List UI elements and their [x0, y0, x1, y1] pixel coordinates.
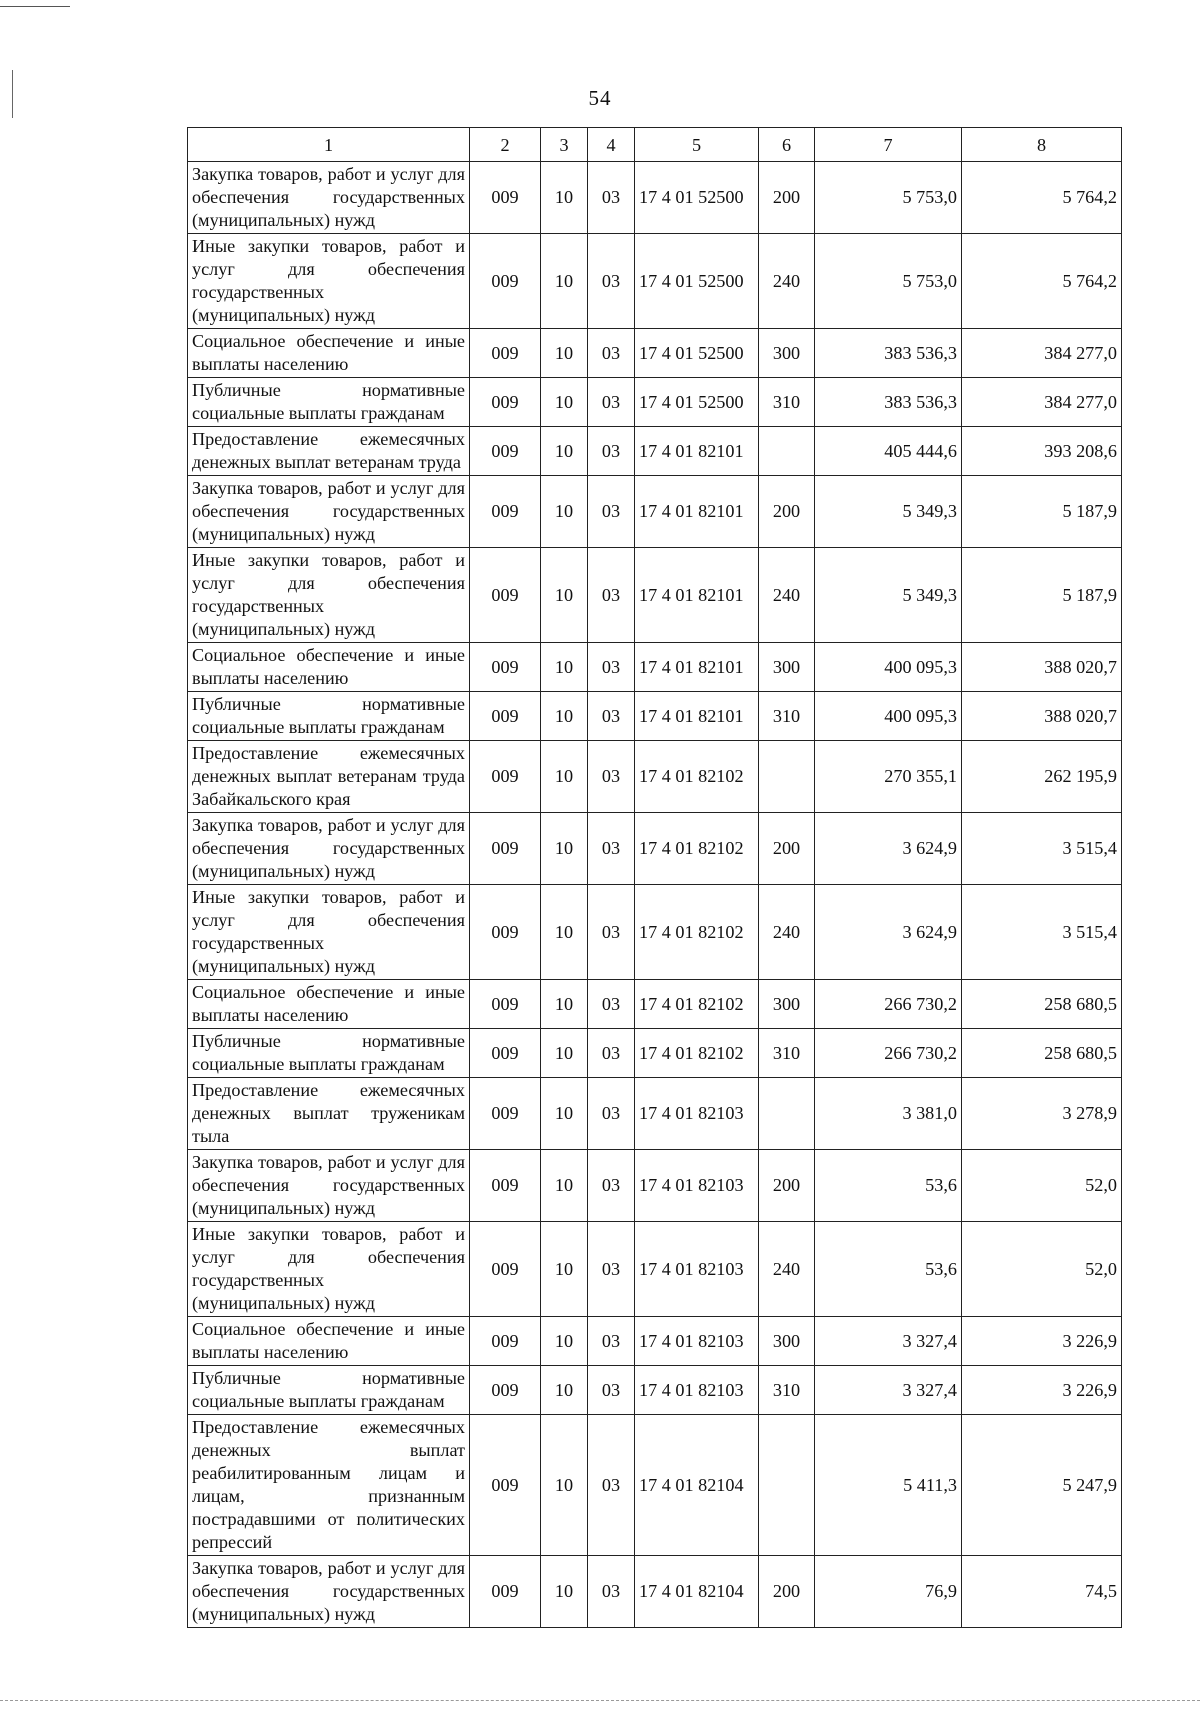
row-section-cell: 10 — [541, 1029, 588, 1078]
table-row — [188, 234, 1122, 329]
row-ministry-cell: 009 — [470, 1556, 541, 1628]
row-target-code-cell: 17 4 01 82103 — [635, 1222, 759, 1317]
row-target-code-cell: 17 4 01 82101 — [635, 692, 759, 741]
row-amount-year1-cell: 405 444,6 — [815, 427, 962, 476]
row-target-code-cell: 17 4 01 82101 — [635, 427, 759, 476]
row-subsection-cell: 03 — [588, 1366, 635, 1415]
column-header: 7 — [815, 128, 962, 162]
row-amount-year2-cell: 5 764,2 — [962, 234, 1122, 329]
row-name-cell: Публичные нормативные социальные выплаты гражданам — [188, 378, 470, 427]
row-amount-year1-cell: 3 327,4 — [815, 1317, 962, 1366]
row-subsection-cell: 03 — [588, 1029, 635, 1078]
table-row — [188, 329, 1122, 378]
row-section-cell: 10 — [541, 885, 588, 980]
row-ministry-cell: 009 — [470, 234, 541, 329]
row-subsection-cell: 03 — [588, 162, 635, 234]
row-subsection-cell: 03 — [588, 476, 635, 548]
row-amount-year1-cell: 400 095,3 — [815, 643, 962, 692]
row-ministry-cell: 009 — [470, 427, 541, 476]
row-section-cell: 10 — [541, 1222, 588, 1317]
row-subsection-cell: 03 — [588, 980, 635, 1029]
table-row — [188, 643, 1122, 692]
row-name-cell: Социальное обеспечение и иные выплаты населению — [188, 643, 470, 692]
table-row — [188, 885, 1122, 980]
row-amount-year2-cell: 5 187,9 — [962, 476, 1122, 548]
row-section-cell: 10 — [541, 427, 588, 476]
row-name-cell: Закупка товаров, работ и услуг для обеспечения государственных (муниципальных) нужд — [188, 1556, 470, 1628]
table-body — [188, 162, 1122, 1628]
row-name-cell: Предоставление ежемесячных денежных выплат реабилитированным лицам и лицам, признанным пострадавшими от политических репрессий — [188, 1415, 470, 1556]
row-subsection-cell: 03 — [588, 234, 635, 329]
row-expense-type-cell: 240 — [759, 885, 815, 980]
row-amount-year1-cell: 5 411,3 — [815, 1415, 962, 1556]
row-subsection-cell: 03 — [588, 1078, 635, 1150]
row-amount-year2-cell: 384 277,0 — [962, 378, 1122, 427]
table-row — [188, 427, 1122, 476]
row-section-cell: 10 — [541, 980, 588, 1029]
row-amount-year1-cell: 3 624,9 — [815, 813, 962, 885]
row-name-cell: Предоставление ежемесячных денежных выплат труженикам тыла — [188, 1078, 470, 1150]
row-section-cell: 10 — [541, 329, 588, 378]
row-subsection-cell: 03 — [588, 1415, 635, 1556]
row-amount-year1-cell: 3 327,4 — [815, 1366, 962, 1415]
row-section-cell: 10 — [541, 1317, 588, 1366]
row-ministry-cell: 009 — [470, 1150, 541, 1222]
row-target-code-cell: 17 4 01 82101 — [635, 548, 759, 643]
row-section-cell: 10 — [541, 692, 588, 741]
row-expense-type-cell — [759, 741, 815, 813]
row-name-cell: Закупка товаров, работ и услуг для обеспечения государственных (муниципальных) нужд — [188, 162, 470, 234]
row-section-cell: 10 — [541, 548, 588, 643]
row-name-cell: Предоставление ежемесячных денежных выплат ветеранам труда Забайкальского края — [188, 741, 470, 813]
row-amount-year2-cell: 52,0 — [962, 1150, 1122, 1222]
row-amount-year2-cell: 52,0 — [962, 1222, 1122, 1317]
row-expense-type-cell — [759, 1078, 815, 1150]
row-ministry-cell: 009 — [470, 692, 541, 741]
row-ministry-cell: 009 — [470, 813, 541, 885]
column-header: 5 — [635, 128, 759, 162]
row-expense-type-cell: 310 — [759, 1029, 815, 1078]
row-amount-year1-cell: 5 753,0 — [815, 162, 962, 234]
row-target-code-cell: 17 4 01 82102 — [635, 741, 759, 813]
row-ministry-cell: 009 — [470, 741, 541, 813]
page-number: 54 — [588, 86, 612, 110]
row-section-cell: 10 — [541, 1415, 588, 1556]
row-expense-type-cell: 240 — [759, 1222, 815, 1317]
table-header-row — [188, 128, 1122, 162]
table-row — [188, 548, 1122, 643]
table-row — [188, 1078, 1122, 1150]
row-section-cell: 10 — [541, 1078, 588, 1150]
row-ministry-cell: 009 — [470, 378, 541, 427]
row-target-code-cell: 17 4 01 82103 — [635, 1317, 759, 1366]
row-amount-year2-cell: 388 020,7 — [962, 692, 1122, 741]
row-ministry-cell: 009 — [470, 476, 541, 548]
table-row — [188, 378, 1122, 427]
row-target-code-cell: 17 4 01 82101 — [635, 476, 759, 548]
row-name-cell: Иные закупки товаров, работ и услуг для обеспечения государственных (муниципальных) нужд — [188, 548, 470, 643]
row-subsection-cell: 03 — [588, 1150, 635, 1222]
row-amount-year2-cell: 393 208,6 — [962, 427, 1122, 476]
row-amount-year1-cell: 5 753,0 — [815, 234, 962, 329]
column-header: 3 — [541, 128, 588, 162]
row-expense-type-cell: 200 — [759, 1150, 815, 1222]
row-amount-year1-cell: 383 536,3 — [815, 329, 962, 378]
row-target-code-cell: 17 4 01 82103 — [635, 1366, 759, 1415]
row-ministry-cell: 009 — [470, 643, 541, 692]
row-section-cell: 10 — [541, 1150, 588, 1222]
row-expense-type-cell — [759, 1415, 815, 1556]
row-subsection-cell: 03 — [588, 1222, 635, 1317]
row-subsection-cell: 03 — [588, 741, 635, 813]
row-target-code-cell: 17 4 01 82103 — [635, 1078, 759, 1150]
row-expense-type-cell: 310 — [759, 692, 815, 741]
row-target-code-cell: 17 4 01 82102 — [635, 813, 759, 885]
row-subsection-cell: 03 — [588, 813, 635, 885]
row-amount-year1-cell: 76,9 — [815, 1556, 962, 1628]
row-expense-type-cell: 200 — [759, 476, 815, 548]
row-ministry-cell: 009 — [470, 885, 541, 980]
row-expense-type-cell: 300 — [759, 643, 815, 692]
column-header: 2 — [470, 128, 541, 162]
row-expense-type-cell: 300 — [759, 1317, 815, 1366]
row-amount-year2-cell: 74,5 — [962, 1556, 1122, 1628]
row-amount-year1-cell: 53,6 — [815, 1222, 962, 1317]
table-row — [188, 476, 1122, 548]
row-amount-year2-cell: 258 680,5 — [962, 980, 1122, 1029]
row-name-cell: Предоставление ежемесячных денежных выплат ветеранам труда — [188, 427, 470, 476]
row-amount-year1-cell: 383 536,3 — [815, 378, 962, 427]
row-name-cell: Социальное обеспечение и иные выплаты населению — [188, 329, 470, 378]
row-ministry-cell: 009 — [470, 1222, 541, 1317]
row-expense-type-cell: 310 — [759, 378, 815, 427]
row-name-cell: Публичные нормативные социальные выплаты гражданам — [188, 692, 470, 741]
row-amount-year2-cell: 3 278,9 — [962, 1078, 1122, 1150]
row-target-code-cell: 17 4 01 82102 — [635, 1029, 759, 1078]
row-amount-year2-cell: 3 515,4 — [962, 813, 1122, 885]
row-ministry-cell: 009 — [470, 1078, 541, 1150]
row-amount-year2-cell: 258 680,5 — [962, 1029, 1122, 1078]
row-target-code-cell: 17 4 01 82102 — [635, 980, 759, 1029]
row-section-cell: 10 — [541, 643, 588, 692]
row-amount-year1-cell: 400 095,3 — [815, 692, 962, 741]
scan-edge-mark-bottom — [0, 1700, 1200, 1701]
row-expense-type-cell: 240 — [759, 234, 815, 329]
table-row — [188, 692, 1122, 741]
row-name-cell: Социальное обеспечение и иные выплаты населению — [188, 980, 470, 1029]
row-amount-year2-cell: 3 226,9 — [962, 1317, 1122, 1366]
budget-table — [187, 127, 1122, 1628]
row-expense-type-cell: 200 — [759, 813, 815, 885]
row-ministry-cell: 009 — [470, 980, 541, 1029]
row-subsection-cell: 03 — [588, 1317, 635, 1366]
table-row — [188, 162, 1122, 234]
row-target-code-cell: 17 4 01 82102 — [635, 885, 759, 980]
row-expense-type-cell: 200 — [759, 1556, 815, 1628]
table-row — [188, 1556, 1122, 1628]
table-row — [188, 980, 1122, 1029]
row-subsection-cell: 03 — [588, 885, 635, 980]
row-amount-year2-cell: 384 277,0 — [962, 329, 1122, 378]
row-ministry-cell: 009 — [470, 548, 541, 643]
row-target-code-cell: 17 4 01 82101 — [635, 643, 759, 692]
row-section-cell: 10 — [541, 1556, 588, 1628]
row-name-cell: Социальное обеспечение и иные выплаты населению — [188, 1317, 470, 1366]
row-name-cell: Иные закупки товаров, работ и услуг для обеспечения государственных (муниципальных) нужд — [188, 885, 470, 980]
row-name-cell: Иные закупки товаров, работ и услуг для обеспечения государственных (муниципальных) нужд — [188, 234, 470, 329]
row-amount-year2-cell: 388 020,7 — [962, 643, 1122, 692]
row-name-cell: Публичные нормативные социальные выплаты гражданам — [188, 1029, 470, 1078]
row-amount-year1-cell: 266 730,2 — [815, 980, 962, 1029]
row-expense-type-cell: 310 — [759, 1366, 815, 1415]
row-name-cell: Закупка товаров, работ и услуг для обеспечения государственных (муниципальных) нужд — [188, 1150, 470, 1222]
row-expense-type-cell: 300 — [759, 980, 815, 1029]
row-target-code-cell: 17 4 01 82104 — [635, 1556, 759, 1628]
row-ministry-cell: 009 — [470, 1415, 541, 1556]
row-section-cell: 10 — [541, 1366, 588, 1415]
row-amount-year1-cell: 5 349,3 — [815, 476, 962, 548]
row-section-cell: 10 — [541, 476, 588, 548]
row-ministry-cell: 009 — [470, 1317, 541, 1366]
table-row — [188, 1222, 1122, 1317]
row-target-code-cell: 17 4 01 52500 — [635, 329, 759, 378]
row-target-code-cell: 17 4 01 82103 — [635, 1150, 759, 1222]
column-header: 8 — [962, 128, 1122, 162]
row-expense-type-cell: 300 — [759, 329, 815, 378]
row-subsection-cell: 03 — [588, 378, 635, 427]
row-amount-year1-cell: 3 624,9 — [815, 885, 962, 980]
row-amount-year1-cell: 3 381,0 — [815, 1078, 962, 1150]
row-name-cell: Закупка товаров, работ и услуг для обеспечения государственных (муниципальных) нужд — [188, 813, 470, 885]
row-ministry-cell: 009 — [470, 162, 541, 234]
table-row — [188, 1366, 1122, 1415]
row-subsection-cell: 03 — [588, 643, 635, 692]
row-name-cell: Иные закупки товаров, работ и услуг для обеспечения государственных (муниципальных) нужд — [188, 1222, 470, 1317]
scan-edge-mark-top — [0, 6, 70, 7]
table-row — [188, 741, 1122, 813]
column-header: 6 — [759, 128, 815, 162]
row-target-code-cell: 17 4 01 52500 — [635, 378, 759, 427]
row-expense-type-cell: 200 — [759, 162, 815, 234]
row-name-cell: Закупка товаров, работ и услуг для обеспечения государственных (муниципальных) нужд — [188, 476, 470, 548]
row-amount-year1-cell: 53,6 — [815, 1150, 962, 1222]
row-target-code-cell: 17 4 01 82104 — [635, 1415, 759, 1556]
table-row — [188, 1029, 1122, 1078]
table-row — [188, 813, 1122, 885]
table-row — [188, 1415, 1122, 1556]
table-row — [188, 1150, 1122, 1222]
row-subsection-cell: 03 — [588, 692, 635, 741]
row-section-cell: 10 — [541, 378, 588, 427]
row-amount-year2-cell: 5 187,9 — [962, 548, 1122, 643]
row-ministry-cell: 009 — [470, 329, 541, 378]
row-amount-year1-cell: 266 730,2 — [815, 1029, 962, 1078]
row-amount-year2-cell: 3 226,9 — [962, 1366, 1122, 1415]
row-subsection-cell: 03 — [588, 329, 635, 378]
row-subsection-cell: 03 — [588, 548, 635, 643]
row-ministry-cell: 009 — [470, 1029, 541, 1078]
row-amount-year2-cell: 5 764,2 — [962, 162, 1122, 234]
row-expense-type-cell — [759, 427, 815, 476]
row-amount-year2-cell: 262 195,9 — [962, 741, 1122, 813]
row-expense-type-cell: 240 — [759, 548, 815, 643]
row-subsection-cell: 03 — [588, 1556, 635, 1628]
row-amount-year2-cell: 3 515,4 — [962, 885, 1122, 980]
row-amount-year1-cell: 5 349,3 — [815, 548, 962, 643]
row-ministry-cell: 009 — [470, 1366, 541, 1415]
row-amount-year2-cell: 5 247,9 — [962, 1415, 1122, 1556]
row-section-cell: 10 — [541, 813, 588, 885]
row-target-code-cell: 17 4 01 52500 — [635, 234, 759, 329]
column-header: 4 — [588, 128, 635, 162]
row-amount-year1-cell: 270 355,1 — [815, 741, 962, 813]
row-section-cell: 10 — [541, 234, 588, 329]
row-subsection-cell: 03 — [588, 427, 635, 476]
row-target-code-cell: 17 4 01 52500 — [635, 162, 759, 234]
column-header: 1 — [188, 128, 470, 162]
table-row — [188, 1317, 1122, 1366]
row-section-cell: 10 — [541, 741, 588, 813]
row-section-cell: 10 — [541, 162, 588, 234]
row-name-cell: Публичные нормативные социальные выплаты гражданам — [188, 1366, 470, 1415]
